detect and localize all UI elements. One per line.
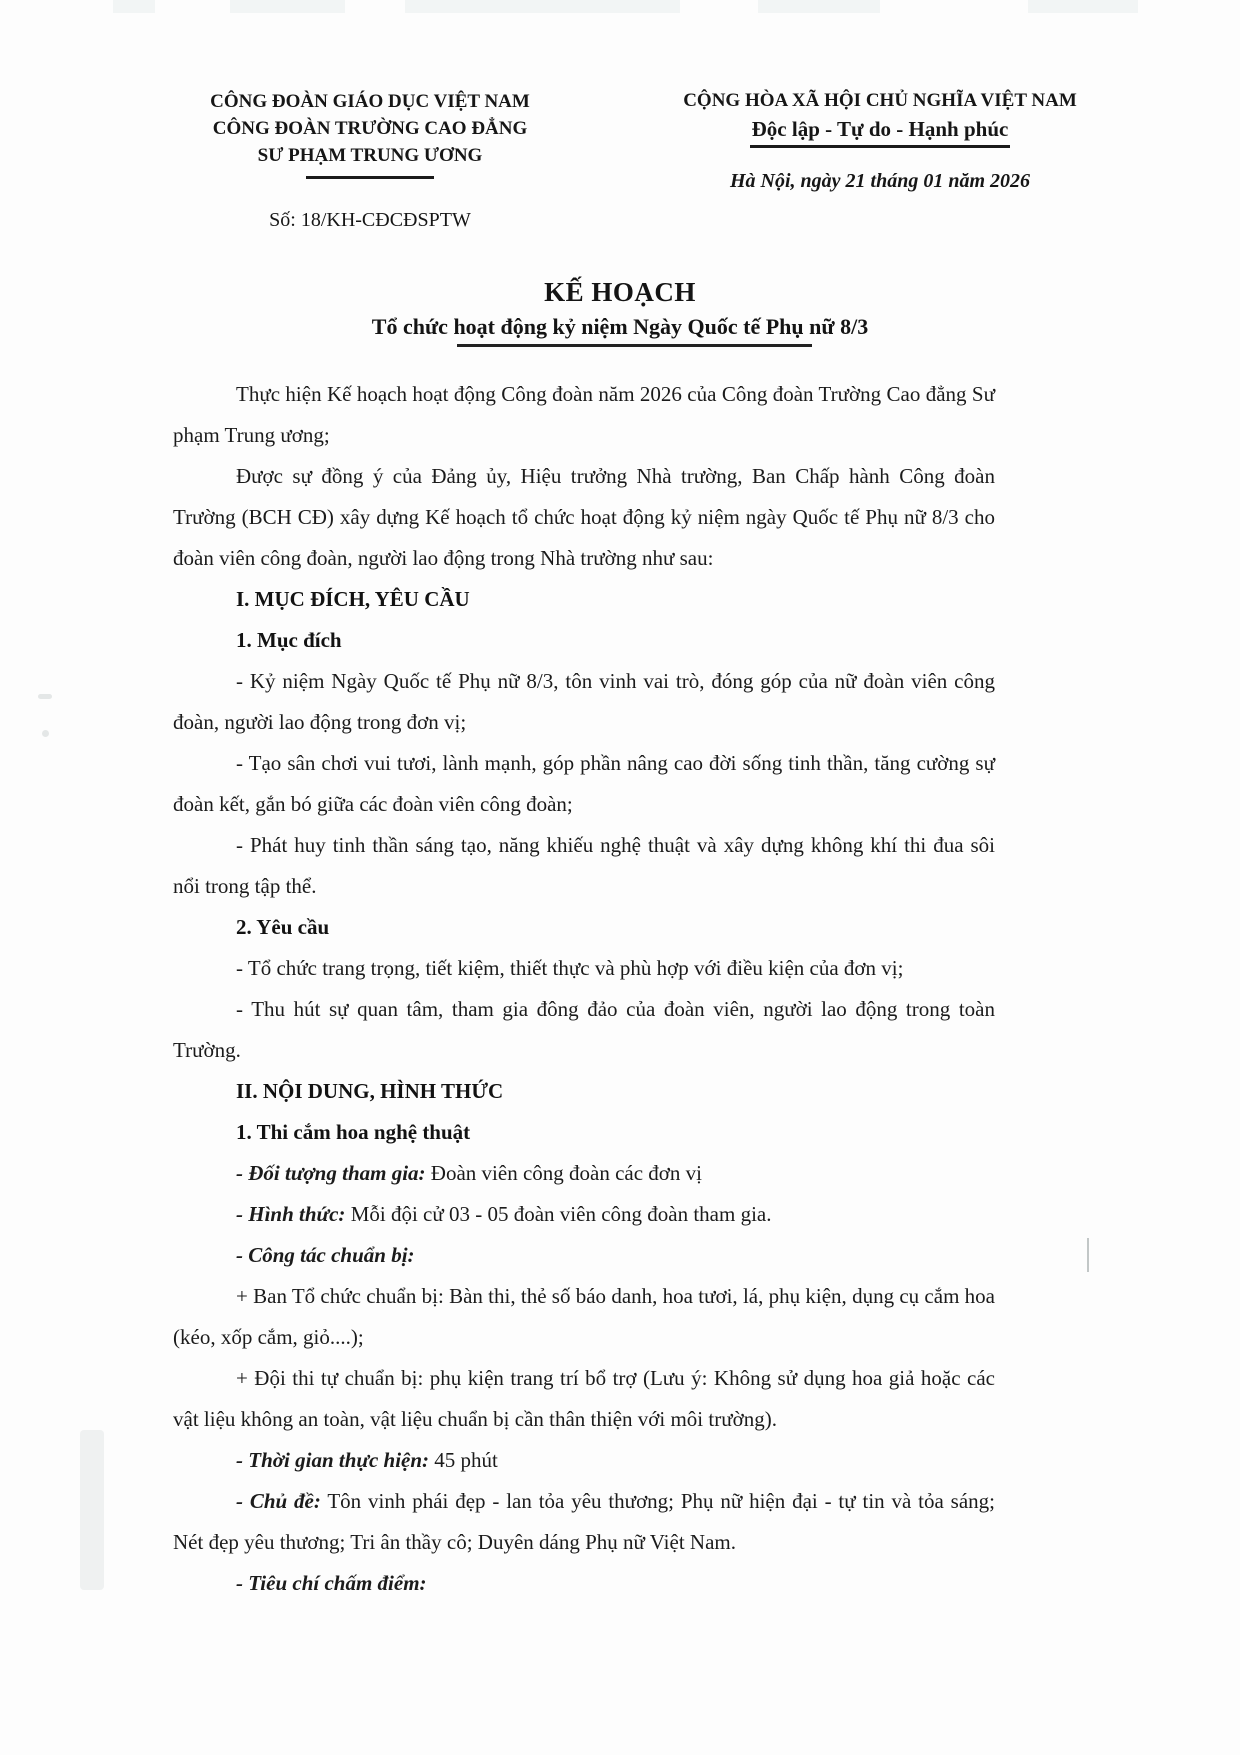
paragraph-text: 45 phút	[429, 1448, 498, 1472]
scan-artifact	[113, 0, 155, 13]
national-header-block	[640, 88, 1120, 193]
paragraph	[173, 989, 995, 1071]
item-label: - Tiêu chí chấm điểm:	[236, 1571, 427, 1595]
paragraph-text: Mỗi đội cử 03 - 05 đoàn viên công đoàn tham gia.	[345, 1202, 772, 1226]
paragraph	[173, 1358, 995, 1440]
doc-number: Số: 18/KH-CĐCĐSPTW	[269, 209, 471, 231]
item-label: - Hình thức:	[236, 1202, 346, 1226]
paragraph-text: Thực hiện Kế hoạch hoạt động Công đoàn năm 2026 của Công đoàn Trường Cao đẳng Sư phạm Trung ương;	[173, 382, 995, 447]
paragraph-text: II. NỘI DUNG, HÌNH THỨC	[236, 1079, 504, 1103]
item-label: - Chủ đề:	[236, 1489, 321, 1513]
org-parent-line: CÔNG ĐOÀN GIÁO DỤC VIỆT NAM	[210, 91, 530, 112]
scan-artifact	[80, 1430, 104, 1590]
item-label: - Thời gian thực hiện:	[236, 1448, 430, 1472]
scan-artifact	[38, 694, 52, 699]
scan-artifact	[230, 0, 345, 13]
paragraph-text: Được sự đồng ý của Đảng ủy, Hiệu trưởng Nhà trường, Ban Chấp hành Công đoàn Trường (BCH CĐ) xây dựng Kế hoạch tổ chức hoạt động kỷ niệm ngày Quốc tế Phụ nữ 8/3 cho đoàn viên công đoàn, người lao động trong Nhà trường như sau:	[173, 464, 995, 570]
paragraph	[173, 1153, 995, 1194]
scan-artifact	[1028, 0, 1138, 13]
paragraph	[173, 1235, 995, 1276]
paragraph	[173, 456, 995, 579]
paragraph-text: I. MỤC ĐÍCH, YÊU CẦU	[236, 587, 470, 611]
paragraph-text: - Thu hút sự quan tâm, tham gia đông đảo của đoàn viên, người lao động trong toàn Trường.	[173, 997, 995, 1062]
paragraph-text: Tôn vinh phái đẹp - lan tỏa yêu thương; Phụ nữ hiện đại - tự tin và tỏa sáng; Nét đẹp yêu thương; Tri ân thầy cô; Duyên dáng Phụ nữ Việt Nam.	[173, 1489, 995, 1554]
paragraph	[173, 1481, 995, 1563]
paragraph-text: - Kỷ niệm Ngày Quốc tế Phụ nữ 8/3, tôn vinh vai trò, đóng góp của nữ đoàn viên công đoàn, người lao động trong đơn vị;	[173, 669, 995, 734]
subtitle-underline-rule	[457, 344, 812, 347]
paragraph	[173, 1440, 995, 1481]
paragraph-text: 2. Yêu cầu	[236, 915, 330, 939]
paragraph	[173, 825, 995, 907]
scan-artifact	[758, 0, 880, 13]
paragraph-text: - Tổ chức trang trọng, tiết kiệm, thiết thực và phù hợp với điều kiện của đơn vị;	[236, 956, 904, 980]
org-name-line-1: CÔNG ĐOÀN TRƯỜNG CAO ĐẲNG	[212, 118, 528, 139]
paragraph-text: - Phát huy tinh thần sáng tạo, năng khiếu nghệ thuật và xây dựng không khí thi đua sôi nổi trong tập thể.	[173, 833, 995, 898]
scan-artifact	[42, 730, 49, 737]
paragraph-text: 1. Thi cắm hoa nghệ thuật	[236, 1120, 471, 1144]
org-underline-rule	[306, 176, 434, 179]
paragraph	[173, 743, 995, 825]
paragraph-text: - Tạo sân chơi vui tươi, lành mạnh, góp phần nâng cao đời sống tinh thần, tăng cường sự đoàn kết, gắn bó giữa các đoàn viên công đoàn;	[173, 751, 995, 816]
item-label: - Đối tượng tham gia:	[236, 1161, 426, 1185]
section-heading	[173, 579, 995, 620]
section-heading	[173, 620, 995, 661]
paragraph-text: + Đội thi tự chuẩn bị: phụ kiện trang trí bổ trợ (Lưu ý: Không sử dụng hoa giả hoặc các vật liệu không an toàn, vật liệu chuẩn bị cần thân thiện với môi trường).	[173, 1366, 995, 1431]
scan-artifact	[1087, 1238, 1089, 1272]
paragraph	[173, 1194, 995, 1235]
paragraph-text: Đoàn viên công đoàn các đơn vị	[425, 1161, 702, 1185]
doc-subtitle: Tổ chức hoạt động kỷ niệm Ngày Quốc tế Phụ nữ 8/3	[371, 314, 869, 339]
doc-title: KẾ HOẠCH	[544, 277, 696, 307]
section-heading	[173, 1071, 995, 1112]
paragraph	[173, 661, 995, 743]
org-name-line-2: SƯ PHẠM TRUNG ƯƠNG	[257, 145, 483, 166]
paragraph	[173, 948, 995, 989]
national-motto: Độc lập - Tự do - Hạnh phúc	[750, 116, 1011, 148]
paragraph-text: 1. Mục đích	[236, 628, 342, 652]
issuing-org-block	[150, 88, 590, 234]
section-heading	[173, 1112, 995, 1153]
paragraph	[173, 1276, 995, 1358]
section-heading	[173, 907, 995, 948]
document-body	[173, 374, 995, 1604]
paragraph-text: + Ban Tổ chức chuẩn bị: Bàn thi, thẻ số báo danh, hoa tươi, lá, phụ kiện, dụng cụ cắm hoa (kéo, xốp cắm, giỏ....);	[173, 1284, 995, 1349]
scan-artifact	[405, 0, 680, 13]
national-title: CỘNG HÒA XÃ HỘI CHỦ NGHĨA VIỆT NAM	[683, 90, 1077, 111]
paragraph	[173, 1563, 995, 1604]
place-date-line: Hà Nội, ngày 21 tháng 01 năm 2026	[729, 170, 1031, 192]
title-block	[0, 276, 1240, 347]
paragraph	[173, 374, 995, 456]
item-label: - Công tác chuẩn bị:	[236, 1243, 415, 1267]
